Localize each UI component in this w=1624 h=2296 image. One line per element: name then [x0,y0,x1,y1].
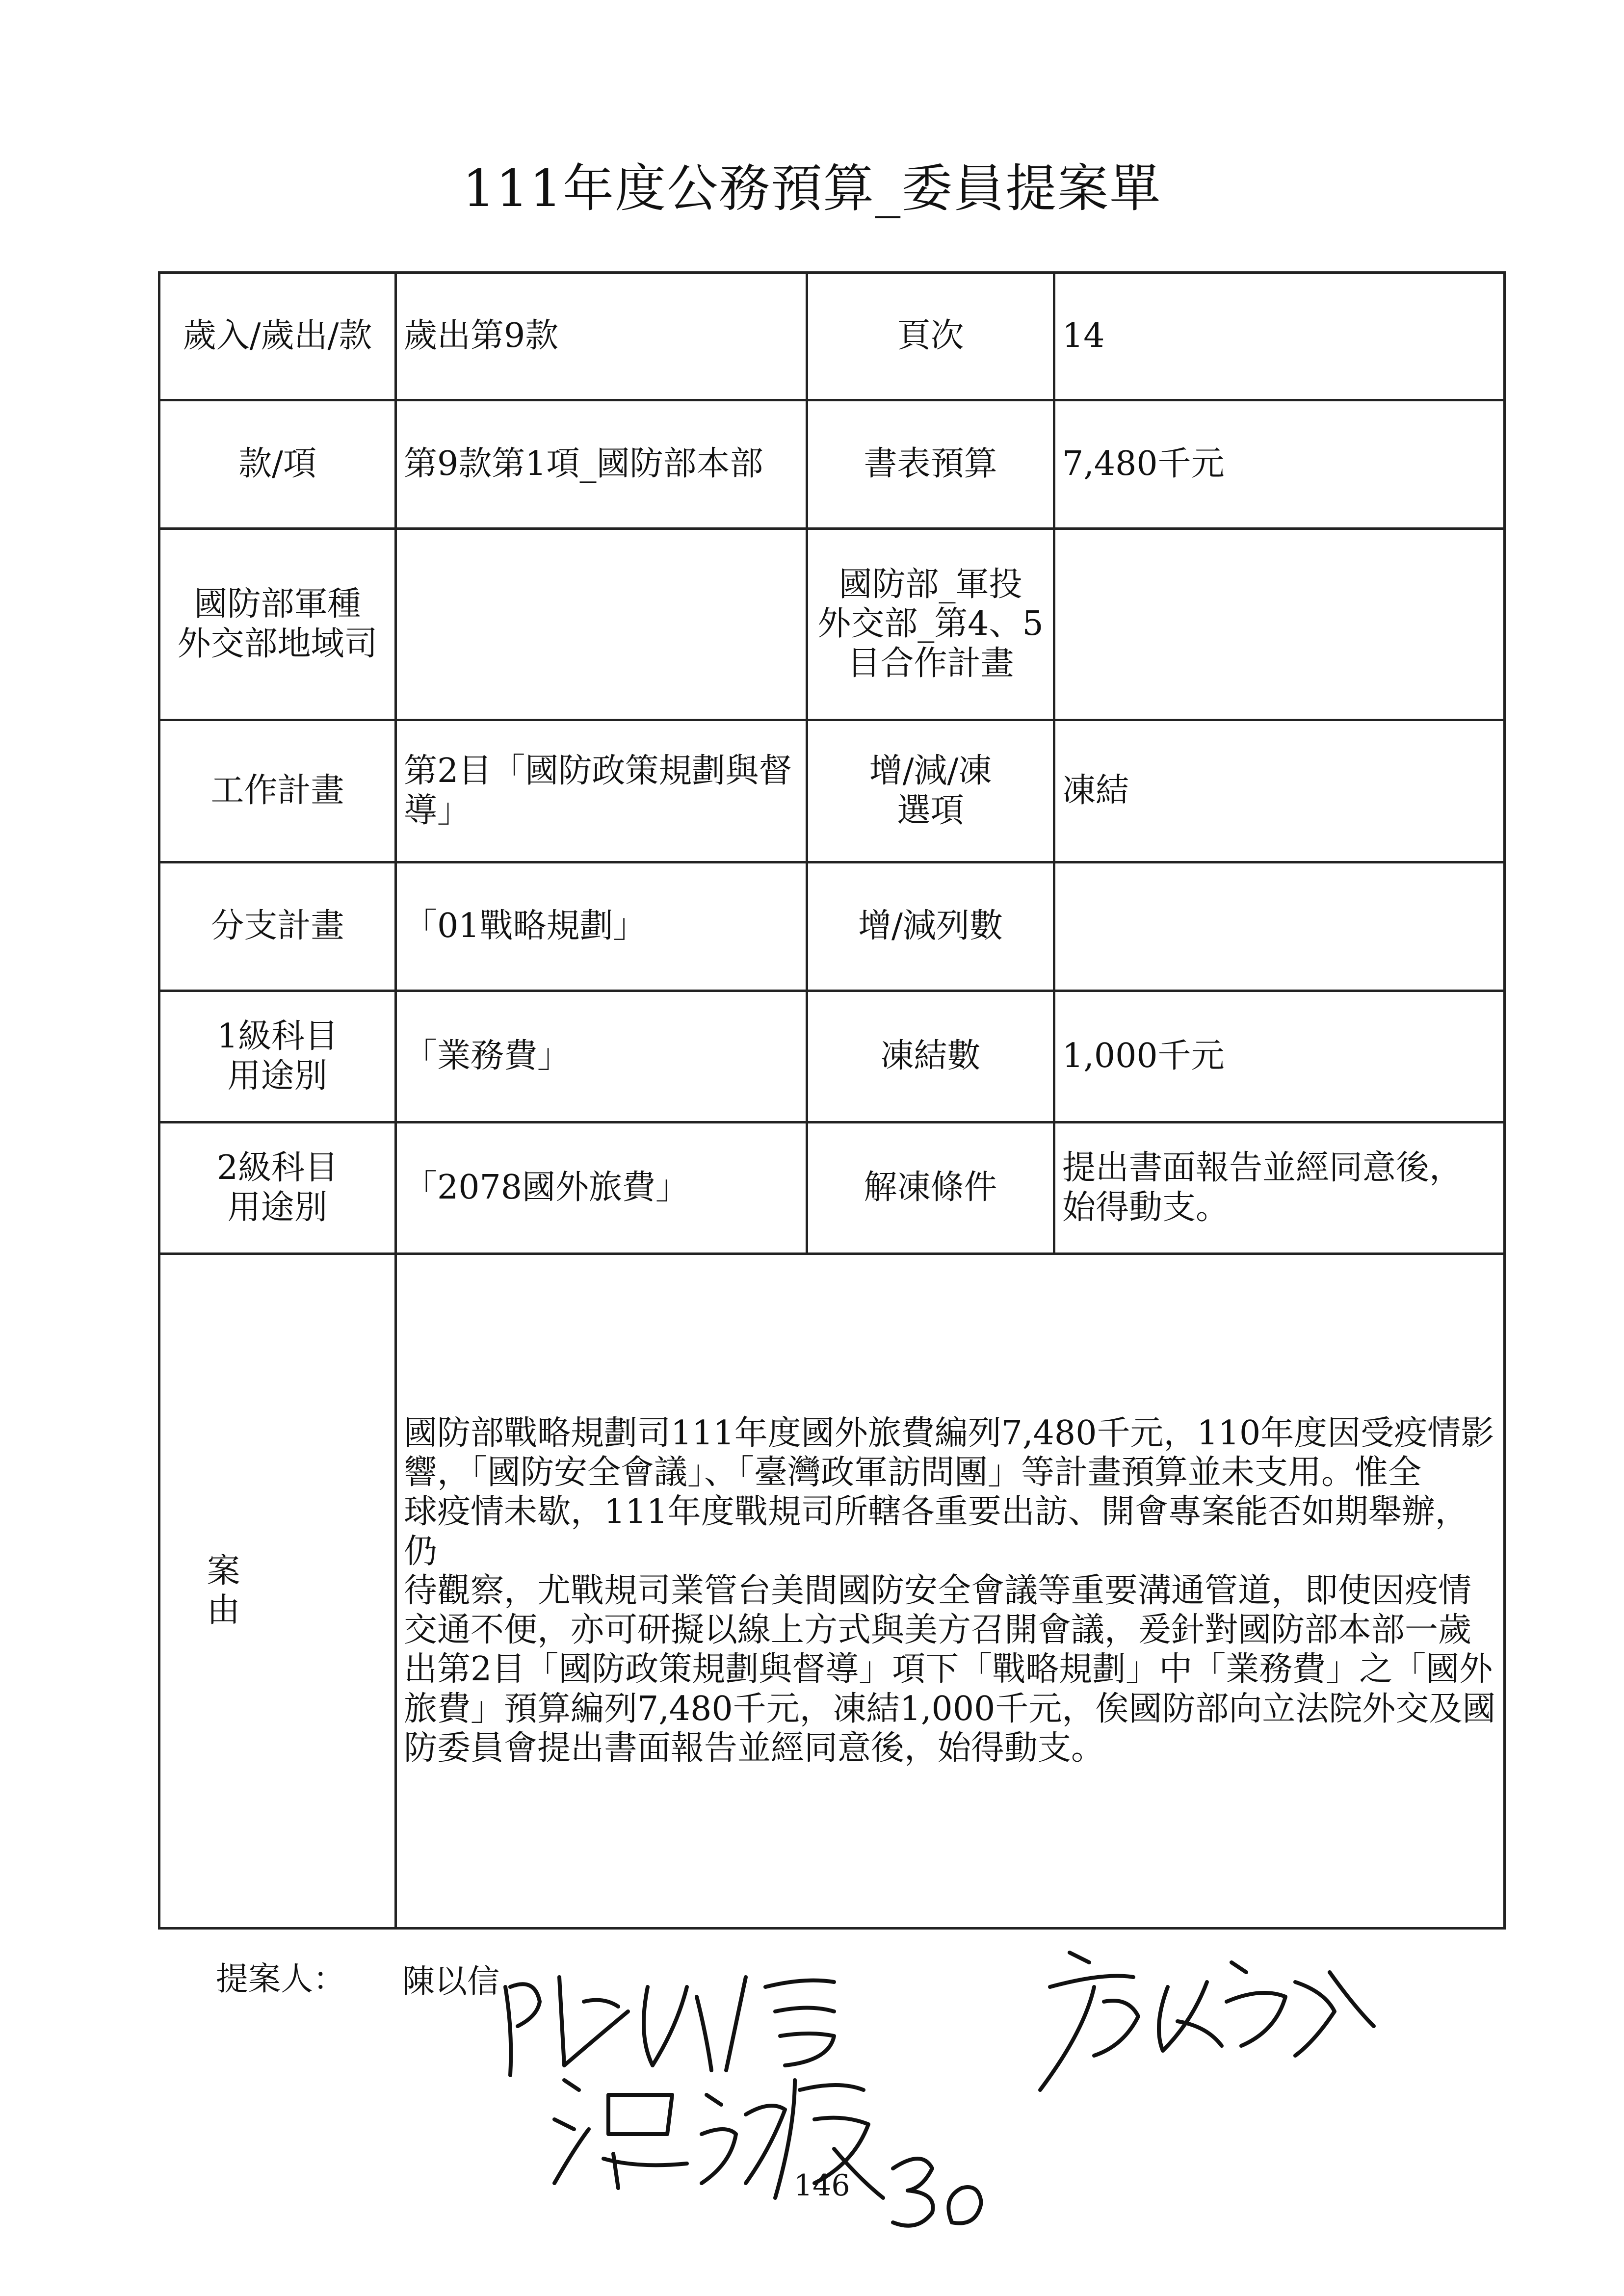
handwritten-number [883,2149,991,2237]
value-page: 14 [1054,273,1505,400]
reason-line: 待觀察，尤戰規司業管台美間國防安全會議等重要溝通管道，即使因疫情 [404,1571,1472,1610]
reason-line: 交通不便，亦可研擬以線上方式與美方召開會議，爰針對國防部本部一歲 [404,1611,1472,1650]
value-section-item: 第9款第1項_國防部本部 [396,400,807,529]
reason-line: 國防部戰略規劃司111年度國外旅費編列7,480千元，110年度因受疫情影 [404,1413,1494,1453]
value-cooperation-plan [1054,529,1505,720]
label-frozen-amount: 凍結數 [807,991,1054,1122]
form-title: 111年度公務預算_委員提案單 [462,158,1162,218]
reason-line: 響，「國防安全會議」、「臺灣政軍訪問團」等計畫預算並未支用。惟全 [404,1453,1422,1492]
reason-text [396,1254,1505,1929]
label-section-item: 款/項 [159,400,396,529]
value-budget-amount: 7,480千元 [1054,400,1505,529]
value-agency [396,529,807,720]
row-reason [159,1254,1505,1929]
label-budget-type: 歲入/歲出/款 [159,273,396,400]
page-number: 146 [794,2168,850,2203]
value-level2-subject: 「2078國外旅費」 [396,1122,807,1254]
value-frozen-amount: 1,000千元 [1054,991,1505,1122]
value-change-amount [1054,862,1505,991]
value-level1-subject: 「業務費」 [396,991,807,1122]
value-budget-type: 歲出第9款 [396,273,807,400]
label-work-plan: 工作計畫 [159,720,396,862]
row-section-item [159,400,1505,529]
label-budget-amount: 書表預算 [807,400,1054,529]
label-unfreeze-condition: 解凍條件 [807,1122,1054,1254]
reason-line: 防委員會提出書面報告並經同意後，始得動支。 [404,1728,1105,1768]
label-agency: 國防部軍種 外交部地域司 [159,529,396,720]
handwritten-signature [1030,1933,1384,2095]
value-unfreeze-condition: 提出書面報告並經同意後， 始得動支。 [1054,1122,1505,1254]
reason-line: 旅費」預算編列7,480千元，凍結1,000千元，俟國防部向立法院外交及國 [404,1689,1496,1728]
row-level1-subject [159,991,1505,1122]
label-level1-subject: 1級科目 用途別 [159,991,396,1122]
label-sub-plan: 分支計畫 [159,862,396,991]
row-sub-plan [159,862,1505,991]
proposer-label: 提案人： [216,1960,345,1998]
value-action-option: 凍結 [1054,720,1505,862]
label-action-option: 增/減/凍 選項 [807,720,1054,862]
row-budget-type [159,273,1505,400]
label-level2-subject: 2級科目 用途別 [159,1122,396,1254]
row-work-plan [159,720,1505,862]
label-page: 頁次 [807,273,1054,400]
reason-line: 球疫情未歇，111年度戰規司所轄各重要出訪、開會專案能否如期舉辦，仍 [404,1492,1468,1571]
row-agency [159,529,1505,720]
row-level2-subject [159,1122,1505,1254]
label-change-amount: 增/減列數 [807,862,1054,991]
value-sub-plan: 「01戰略規劃」 [396,862,807,991]
reason-line: 出第2目「國防政策規劃與督導」項下「戰略規劃」中「業務費」之「國外 [404,1650,1493,1689]
value-work-plan: 第2目「國防政策規劃與督 導」 [396,720,807,862]
label-reason: 案由 [159,1254,396,1929]
label-cooperation-plan: 國防部_軍投 外交部_第4、5 目合作計畫 [807,529,1054,720]
proposal-form-table [158,271,1506,1930]
proposer-name: 陳以信 [402,1962,499,2000]
